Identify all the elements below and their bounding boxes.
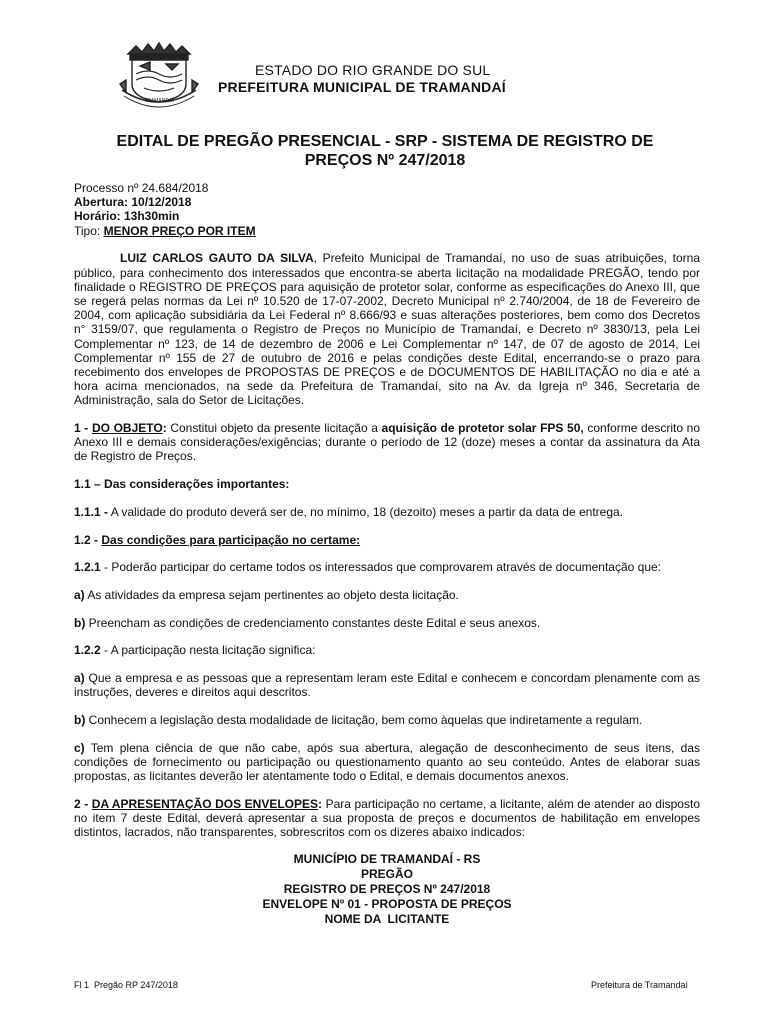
- document-title: [60, 132, 710, 170]
- horario-time: Horário: 13h30min: [74, 209, 180, 224]
- footer-page-reference: Fl 1 Pregão RP 247/2018: [74, 980, 178, 990]
- tipo-value: MENOR PREÇO POR ITEM: [103, 223, 256, 238]
- abertura-date: Abertura: 10/12/2018: [74, 195, 192, 210]
- section-1-2-1: 1.2.1 - Poderão participar do certame todos os interessados que comprovarem através de documentação que:: [74, 560, 662, 575]
- section-1-2-2-b: b) Conhecem a legislação desta modalidade de licitação, bem como àquelas que indiretamente a regulam.: [74, 712, 643, 727]
- process-meta: [74, 181, 700, 238]
- processo-number: Processo nº 24.684/2018: [74, 181, 209, 195]
- envelope-line-1: MUNICÍPIO DE TRAMANDAÍ - RS: [293, 852, 481, 867]
- header-municipality: PREFEITURA MUNICIPAL DE TRAMANDAÍ: [218, 79, 506, 95]
- section-1-2-2: 1.2.2 - A participação nesta licitação significa:: [74, 643, 316, 658]
- crest-ribbon-text: TRAMANDAÍ: [144, 98, 174, 104]
- title-line-1: EDITAL DE PREGÃO PRESENCIAL - SRP - SISTEMA DE REGISTRO DE: [116, 133, 654, 150]
- section-1-2-1-b: b) Preencham as condições de credenciamento constantes deste Edital e seus anexos.: [74, 615, 541, 630]
- envelope-line-5: NOME DA LICITANTE: [324, 912, 450, 927]
- header-state: ESTADO DO RIO GRANDE DO SUL: [255, 62, 491, 78]
- tipo-line: Tipo: MENOR PREÇO POR ITEM: [74, 223, 256, 238]
- section-1-2-2-c: c) Tem plena ciência de que não cabe, após sua abertura, alegação de desconhecimento de seus itens, das condições de fornecimento ou participação ou questionamento quanto ao seu conteúdo. Antes de elaborar suas propostas, as licitantes deverão ler atentamente todo o Edital, e demais documentos anexos.: [74, 740, 700, 784]
- section-2-envelopes: 2 - DA APRESENTAÇÃO DOS ENVELOPES: Para participação no certame, a licitante, além de atender ao disposto no item 7 deste Edital, deverá apresentar a sua proposta de preços e documentos de habilitação em envelopes distintos, lacrados, não transparentes, sobrescritos com os dizeres abaixo indicados:: [74, 796, 700, 840]
- municipal-crest-icon: [118, 40, 200, 108]
- mayor-name: LUIZ CARLOS GAUTO DA SILVA: [120, 251, 314, 266]
- section-1-2-heading: 1.2 - Das condições para participação no certame:: [74, 532, 361, 547]
- document-body: [74, 181, 700, 927]
- footer-organization: Prefeitura de Tramandaí: [590, 980, 688, 990]
- section-1-objeto: 1 - DO OBJETO: Constitui objeto da presente licitação a aquisição de protetor solar FPS 50, conforme descrito no Anexo III e demais considerações/exigências; durante o período de 12 (doze) meses a contar da assinatura da Ata de Registro de Preços.: [74, 421, 701, 464]
- section-1-1-heading: 1.1 – Das considerações importantes:: [74, 477, 290, 492]
- section-1-1-1: 1.1.1 - A validade do produto deverá ser de, no mínimo, 18 (dezoito) meses a partir da data de entrega.: [74, 504, 624, 519]
- envelope-line-2: PREGÃO: [360, 867, 413, 882]
- preamble-paragraph: LUIZ CARLOS GAUTO DA SILVA, Prefeito Municipal de Tramandaí, no uso de suas atribuições, torna público, para conhecimento dos interessados que encontra-se aberta licitação na modalidade PREGÃO, tendo por finalidade o REGISTRO DE PREÇOS para aquisição de protetor solar, conforme as especificações do Anexo III, que se regerá pelas normas da Lei nº 10.520 de 17-07-2002, Decreto Municipal nº 2.740/2004, de 18 de Fevereiro de 2004, com aplicação subsidiária da Lei Federal nº 8.666/93 e suas alterações posteriores, bem como dos Decretos n° 3159/07, que regulamenta o Registro de Preços no Município de Tramandaí, e Decreto nº 3830/13, pela Lei Complementar nº 123, de 14 de dezembro de 2006 e Lei Complementar nº 147, de 07 de agosto de 2014, Lei Complementar nº 155 de 27 de outubro de 2016 e pelas condições deste Edital, encerrando-se o prazo para recebimento dos envelopes de PROPOSTAS DE PREÇOS e de DOCUMENTOS DE HABILITAÇÃO no dia e até a hora acima mencionados, na sede da Prefeitura de Tramandaí, sito na Av. da Igreja nº 346, Secretaria de Administração, sala do Setor de Licitações.: [74, 251, 701, 408]
- envelope-label-block: [74, 852, 700, 927]
- section-1-2-2-a: a) Que a empresa e as pessoas que a representam leram este Edital e conhecem e concordam plenamente com as instruções, deveres e direitos aqui descritos.: [74, 671, 700, 700]
- section-1-2-1-a: a) As atividades da empresa sejam pertinentes ao objeto desta licitação.: [74, 587, 459, 602]
- title-line-2: PREÇOS Nº 247/2018: [304, 152, 466, 169]
- envelope-line-4: ENVELOPE Nº 01 - PROPOSTA DE PREÇOS: [262, 897, 512, 912]
- envelope-line-3: REGISTRO DE PREÇOS Nº 247/2018: [283, 882, 491, 897]
